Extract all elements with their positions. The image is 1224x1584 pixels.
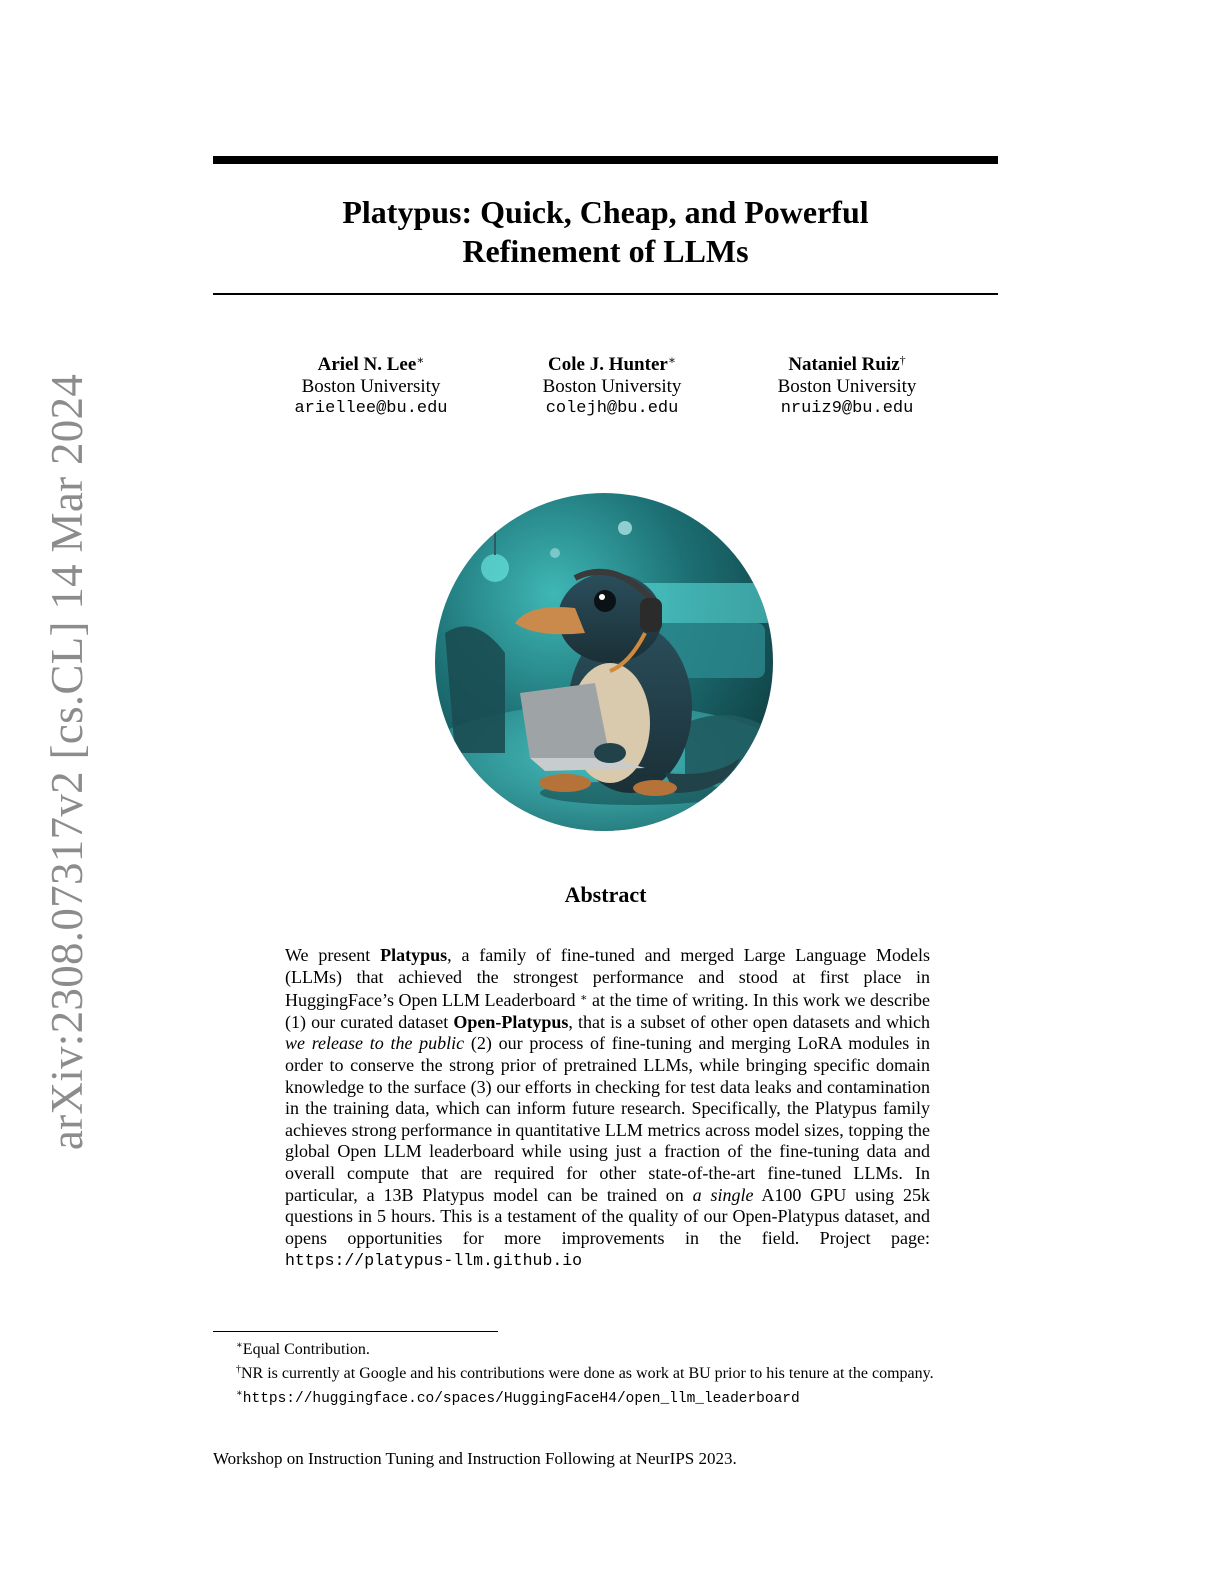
project-page-link[interactable]: https://platypus-llm.github.io <box>285 1251 583 1271</box>
author-affiliation: Boston University <box>542 376 682 397</box>
abstract-text-run: We present <box>285 945 381 965</box>
author-email[interactable]: colejh@bu.edu <box>545 399 679 418</box>
abstract-emphasis: a single <box>692 1184 754 1205</box>
abstract-text-run: (2) our process of fine-tuning and merging LoRA modules in order to conserve the strong prior of pretrained LLMs, while bringing specific domain knowledge to the surface (3) our efforts in checking for test data leaks and contamination in the training data, which can inform future research. Specifically, the Platypus family achieves strong performance in quantitative LLM metrics across model sizes, topping the global Open LLM leaderboard while using just a fraction of the fine-tuning data and overall compute that are required for other state-of-the-art fine-tuned LLMs. In particular, a 13B Platypus model can be trained on <box>285 1033 931 1205</box>
title-top-rule <box>213 156 998 164</box>
author-email[interactable]: nruiz9@bu.edu <box>780 399 914 418</box>
abstract-emphasis: we release to the public <box>285 1033 465 1054</box>
abstract-body <box>285 945 930 1272</box>
abstract-text-run: , that is a subset of other open datasets and which <box>568 1011 930 1032</box>
footnote-text: Equal Contribution. <box>242 1341 370 1358</box>
abstract-text-run: , a family of fine-tuned and merged Large Language Models (LLMs) that achieved the strongest performance and stood at first place in HuggingFace’s Open LLM Leaderboard <box>285 945 930 1011</box>
author-affiliation: Boston University <box>301 376 441 397</box>
author-mark: † <box>899 353 906 367</box>
footnote-mark: † <box>236 1364 241 1375</box>
footnote-mark: ∗ <box>236 1388 243 1399</box>
author-block-lee <box>294 349 447 420</box>
arxiv-identifier: arXiv:2308.07317v2 [cs.CL] 14 Mar 2024 <box>42 373 92 1151</box>
author-email[interactable]: ariellee@bu.edu <box>294 399 448 418</box>
footnote-rule <box>213 1331 498 1332</box>
title-line-1: Platypus: Quick, Cheap, and Powerful <box>342 194 869 230</box>
abstract-bold-term: Platypus <box>380 945 448 965</box>
title-bottom-rule <box>213 293 998 295</box>
footnote-nr-google <box>236 1360 934 1384</box>
author-block-hunter <box>543 349 682 420</box>
footnote-equal-contribution <box>236 1336 934 1360</box>
footnote-text: NR is currently at Google and his contributions were done as work at BU prior to his tenure at the company. <box>241 1365 934 1382</box>
author-affiliation: Boston University <box>777 376 917 397</box>
footnote-mark: ∗ <box>236 1340 243 1351</box>
abstract-footnote-mark: ∗ <box>579 992 588 1005</box>
abstract-heading: Abstract <box>564 882 647 907</box>
footnote-link[interactable]: https://huggingface.co/spaces/HuggingFaceH4/open_llm_leaderboard <box>242 1391 800 1407</box>
author-block-ruiz <box>778 349 917 420</box>
paper-title <box>213 193 998 271</box>
footnotes <box>236 1336 934 1409</box>
platypus-mascot-image <box>435 493 773 831</box>
venue-note: Workshop on Instruction Tuning and Instruction Following at NeurIPS 2023. <box>213 1449 737 1468</box>
abstract-bold-term: Open-Platypus <box>453 1011 569 1032</box>
footnote-leaderboard-url <box>236 1384 934 1409</box>
abstract-text-run: A100 GPU using 25k questions in 5 hours. This is a testament of the quality of our Open-Platypus dataset, and opens opportunities for more improvements in the field. Project page: <box>285 1184 930 1248</box>
abstract-text-run: at the time of writing. In this work we describe (1) our curated dataset <box>285 990 930 1032</box>
author-name: Cole J. Hunter <box>548 354 668 375</box>
author-name: Nataniel Ruiz <box>788 354 900 375</box>
author-mark: ∗ <box>416 353 425 367</box>
title-line-2: Refinement of LLMs <box>462 233 749 269</box>
author-name: Ariel N. Lee <box>317 354 417 375</box>
author-mark: ∗ <box>667 353 676 367</box>
